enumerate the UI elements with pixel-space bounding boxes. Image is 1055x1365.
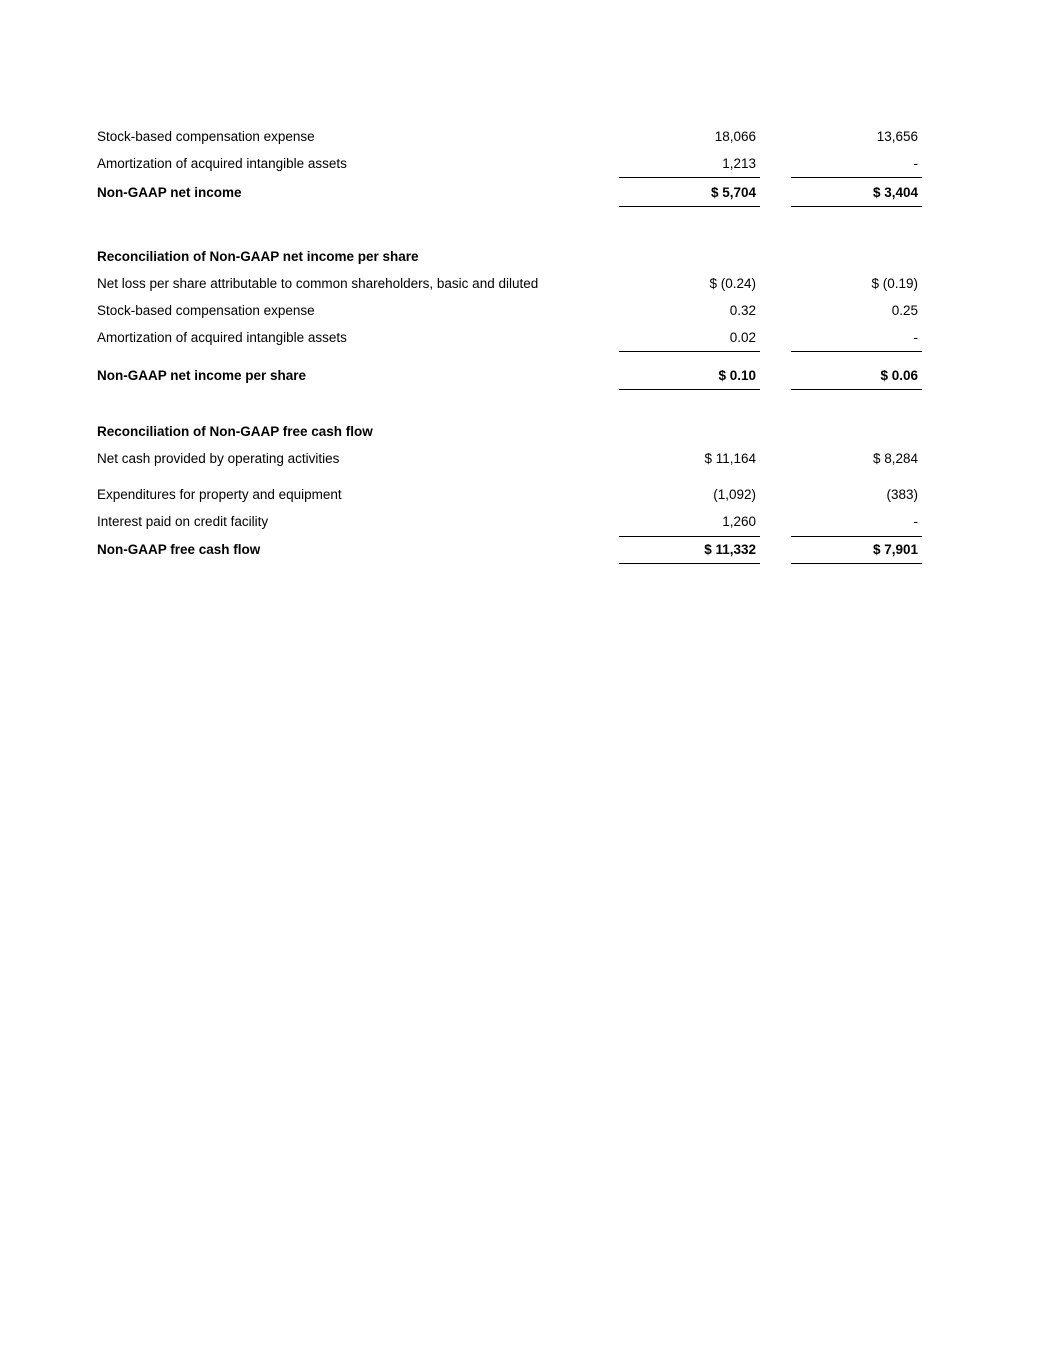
row-value-current: 0.02 [729, 330, 756, 345]
total-rule [619, 563, 760, 564]
total-label: Non-GAAP net income per share [97, 368, 307, 383]
row-value-current: 18,066 [714, 129, 756, 144]
row-value-current: 1,213 [722, 156, 756, 171]
table-row [0, 154, 1055, 174]
row-value-prior: - [913, 330, 918, 345]
total-value-prior: $ 7,901 [872, 542, 918, 557]
row-label: Net cash provided by operating activities [97, 451, 340, 466]
table-row [0, 274, 1055, 294]
total-row [0, 540, 1055, 560]
row-label: Stock-based compensation expense [97, 129, 315, 144]
subtotal-rule [791, 536, 922, 537]
section-heading-text: Reconciliation of Non-GAAP free cash flow [97, 424, 373, 439]
total-label: Non-GAAP free cash flow [97, 542, 261, 557]
total-rule [791, 206, 922, 207]
total-rule [619, 206, 760, 207]
table-row [0, 512, 1055, 532]
total-rule [619, 389, 760, 390]
table-row [0, 485, 1055, 505]
row-value-current: 1,260 [722, 514, 756, 529]
section-heading-text: Reconciliation of Non-GAAP net income per share [97, 249, 419, 264]
row-value-current: $ (0.24) [709, 276, 756, 291]
total-value-current: $ 0.10 [718, 368, 756, 383]
row-value-prior: 0.25 [891, 303, 918, 318]
section-heading [0, 247, 1055, 267]
row-value-prior: $ 8,284 [872, 451, 918, 466]
row-label: Amortization of acquired intangible assets [97, 156, 347, 171]
table-row [0, 449, 1055, 469]
total-value-prior: $ 0.06 [880, 368, 918, 383]
table-row [0, 301, 1055, 321]
row-value-prior: $ (0.19) [871, 276, 918, 291]
total-value-current: $ 11,332 [704, 542, 756, 557]
total-rule [791, 389, 922, 390]
subtotal-rule [791, 177, 922, 178]
row-value-current: (1,092) [713, 487, 756, 502]
subtotal-rule [619, 536, 760, 537]
row-label: Interest paid on credit facility [97, 514, 269, 529]
row-value-prior: (383) [886, 487, 918, 502]
table-row [0, 127, 1055, 147]
subtotal-rule [619, 351, 760, 352]
row-value-prior: - [913, 156, 918, 171]
total-row [0, 183, 1055, 203]
table-row [0, 328, 1055, 348]
row-label: Expenditures for property and equipment [97, 487, 342, 502]
section-heading [0, 422, 1055, 442]
total-value-prior: $ 3,404 [872, 185, 918, 200]
total-value-current: $ 5,704 [710, 185, 756, 200]
subtotal-rule [791, 351, 922, 352]
row-label: Net loss per share attributable to common shareholders, basic and diluted [97, 276, 539, 291]
row-label: Stock-based compensation expense [97, 303, 315, 318]
row-value-current: 0.32 [729, 303, 756, 318]
total-label: Non-GAAP net income [97, 185, 242, 200]
row-value-current: $ 11,164 [704, 451, 756, 466]
total-row [0, 366, 1055, 386]
row-label: Amortization of acquired intangible assets [97, 330, 347, 345]
row-value-prior: 13,656 [876, 129, 918, 144]
total-rule [791, 563, 922, 564]
subtotal-rule [619, 177, 760, 178]
row-value-prior: - [913, 514, 918, 529]
